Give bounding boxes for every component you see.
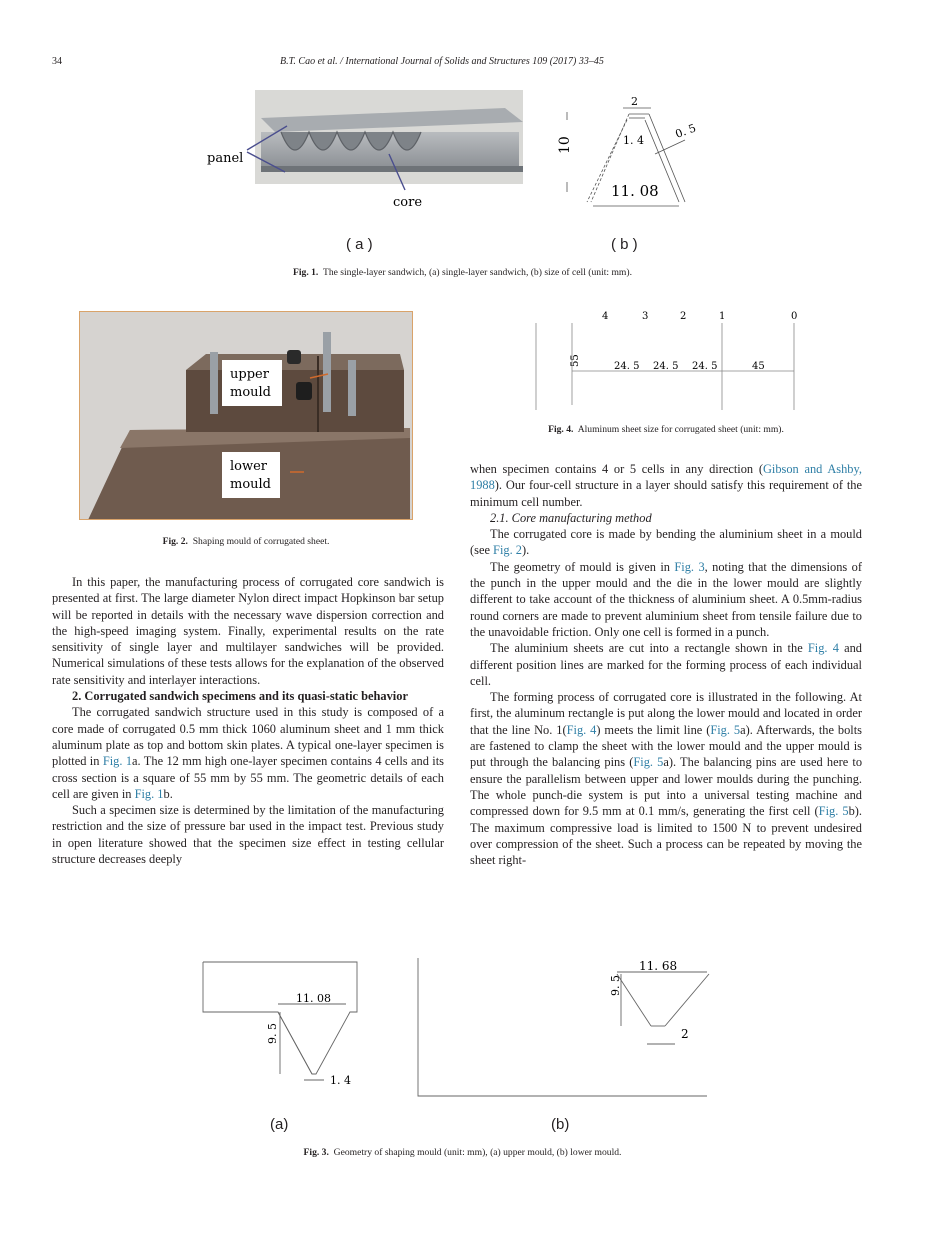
upper-mould-label-2: mould [230, 385, 272, 400]
p2-text-a: The corrugated sandwich structure used in this study is composed of a core made of corrugated 0.5 mm thick 1060 aluminum sheet and 1 mm thick aluminum plate as top and bottom skin plates. A typical one-layer specimen is plotted in [52, 705, 444, 769]
lower-mould-label-1: lower [230, 459, 268, 474]
right-column [470, 461, 862, 868]
fig4-line-1: 1 [719, 311, 726, 322]
fig1-link-2[interactable]: Fig. 1 [134, 786, 164, 801]
fig3b-bottom: 2 [681, 1027, 689, 1041]
fig3a-height: 9. 5 [266, 1023, 279, 1044]
fig3-label-b: (b) [551, 1116, 570, 1133]
journal-citation: B.T. Cao et al. / International Journal of Solids and Structures 109 (2017) 33–45 [280, 56, 604, 67]
left-column [52, 574, 444, 867]
gibson-ashby-link[interactable]: Gibson and Ashby, 1988 [470, 462, 862, 493]
fig1-caption-label: Fig. 1. [293, 267, 319, 278]
fig4-line-4: 4 [602, 311, 609, 322]
r-p3-a: The aluminium sheets are cut into a rectangle shown in the [490, 641, 808, 656]
fig4-height: 55 [570, 354, 581, 367]
fig3-caption-text: Geometry of shaping mould (unit: mm), (a) upper mould, (b) lower mould. [333, 1147, 622, 1158]
left-paragraph-2 [52, 704, 444, 802]
fig5-link-3[interactable]: Fig. 5 [818, 804, 849, 819]
fig1-label-a: ( a ) [346, 236, 373, 253]
fig3b-height: 9. 5 [609, 975, 622, 996]
panel-label: panel [207, 151, 244, 166]
r-p4-e: b). The maximum compressive load is limited to 1500 N to prevent undesired over compression of the sheet. Such a process can be repeated by moving the sheet right- [470, 804, 862, 868]
fig1-label-b: ( b ) [611, 236, 638, 253]
right-paragraph-4 [470, 689, 862, 868]
r-p3-b: and different position lines are marked for the forming process of each individual cell. [470, 641, 862, 688]
dim-height: 10 [557, 136, 573, 154]
fig4-line-0: 0 [791, 311, 798, 322]
dim-width: 11. 08 [611, 182, 659, 200]
r-p4-d: a). The balancing pins are used here to ensure the parallelism between upper and lower moulds during the punching. The whole punch-die system is put into a universal testing machine and compressed down for 9.5 mm at 0.1 mm/s, generating the first cell ( [470, 755, 863, 819]
core-label: core [393, 195, 423, 210]
r-p4-a: The forming process of corrugated core is illustrated in the following. At first, the aluminum rectangle is put along the lower mould and located in order that the line No. 1( [470, 690, 862, 737]
r-p2-a: The geometry of mould is given in [490, 559, 675, 574]
right-paragraph-0 [470, 461, 862, 510]
dim-inner: 1. 4 [623, 134, 644, 147]
r-p4-b: ) meets the limit line ( [596, 722, 711, 737]
p2-text-b: a. The 12 mm high one-layer specimen contains 4 cells and its cross section is a square of 55 mm by 55 mm. The geometric details of each cell are given in [52, 754, 444, 801]
r-p1-b: ). [521, 543, 530, 558]
fig5-link-1[interactable]: Fig. 5 [710, 722, 741, 737]
r-p1-a: The corrugated core is made by bending the aluminium sheet in a mould (see [470, 527, 862, 558]
fig1-link-1[interactable]: Fig. 1 [102, 754, 133, 769]
left-paragraph-1: In this paper, the manufacturing process of corrugated core sandwich is presented at first. The large diameter Nylon direct impact Hopkinson bar setup will be reported in details with the necessary wave dispersion correction and the high-speed imaging system. Finally, experimental results on the rate sensitivity of single layer and multilayer sandwiches will be provided. Numerical simulations of these tests allows for the explanation of the observed rate sensitivity and interlayer interactions. [52, 575, 444, 687]
fig4-span-2: 24. 5 [653, 361, 679, 372]
fig1b-cell-size [545, 92, 705, 217]
fig3a-tip: 1. 4 [330, 1074, 351, 1087]
fig3b-lower-mould [415, 956, 711, 1101]
subsection-2-1-heading: 2.1. Core manufacturing method [490, 510, 652, 525]
right-paragraph-1 [470, 526, 862, 559]
fig3-link[interactable]: Fig. 3 [674, 559, 705, 574]
page-number: 34 [52, 56, 62, 67]
right-paragraph-2 [470, 559, 862, 640]
fig3-caption [0, 1147, 925, 1158]
fig4-caption-text: Aluminum sheet size for corrugated sheet (unit: mm). [577, 424, 784, 435]
fig4-caption-label: Fig. 4. [548, 424, 574, 435]
fig4-caption [470, 424, 862, 435]
fig1a-photo [205, 88, 535, 218]
fig4-span-1: 24. 5 [614, 361, 640, 372]
fig2-photo [79, 311, 413, 520]
fig4-span-3: 24. 5 [692, 361, 718, 372]
fig3a-width: 11. 08 [296, 992, 331, 1005]
upper-mould-label-1: upper [230, 367, 269, 382]
fig4-span-4: 45 [752, 361, 765, 372]
right-paragraph-3 [470, 640, 862, 689]
r-p0-a: when specimen contains 4 or 5 cells in any direction ( [470, 462, 763, 476]
fig2-link[interactable]: Fig. 2 [493, 543, 522, 558]
fig3a-upper-mould [200, 960, 360, 1100]
fig1-caption [0, 267, 925, 278]
r-p2-b: , noting that the dimensions of the punch in the upper mould and the die in the lower mould are slightly different to take account of the thickness of aluminium sheet. A 0.5mm-radius round corners are made to prevent aluminium sheet from tensile failure due to the unavoidable friction. Only one cell is formed in a punch. [470, 559, 862, 639]
fig3b-width: 11. 68 [639, 959, 678, 973]
r-p0-b: ). Our four-cell structure in a layer should satisfy this requirement of the minimum cell number. [470, 478, 862, 509]
fig5-link-2[interactable]: Fig. 5 [633, 755, 664, 770]
p2-text-c: b. [163, 786, 173, 801]
fig3-label-a: (a) [270, 1116, 289, 1133]
dim-thickness: 0. 5 [673, 121, 698, 141]
fig4-link-2[interactable]: Fig. 4 [566, 722, 597, 737]
dim-top: 2 [631, 95, 638, 108]
fig2-caption-label: Fig. 2. [162, 536, 188, 547]
left-paragraph-3: Such a specimen size is determined by the limitation of the manufacturing restriction and the size of pressure bar used in the impact test. Previous study in open literature showed that the specimen size effect in testing cellular structure decreases deeply [52, 803, 444, 867]
r-p4-c: a). Afterwards, the bolts are fastened to clamp the sheet with the lower mould and the upper mould is put through the balancing pins ( [470, 722, 863, 770]
section-2-heading: 2. Corrugated sandwich specimens and its quasi-static behavior [72, 689, 408, 704]
fig1-caption-text: The single-layer sandwich, (a) single-layer sandwich, (b) size of cell (unit: mm). [322, 267, 632, 278]
fig4-line-2: 2 [680, 311, 687, 322]
lower-mould-label-2: mould [230, 477, 272, 492]
fig4-line-3: 3 [642, 311, 649, 322]
fig2-caption-text: Shaping mould of corrugated sheet. [192, 536, 330, 547]
fig2-caption [79, 536, 413, 547]
fig4-sheet-size [530, 305, 810, 415]
fig4-link[interactable]: Fig. 4 [807, 641, 839, 656]
fig3-caption-label: Fig. 3. [303, 1147, 329, 1158]
